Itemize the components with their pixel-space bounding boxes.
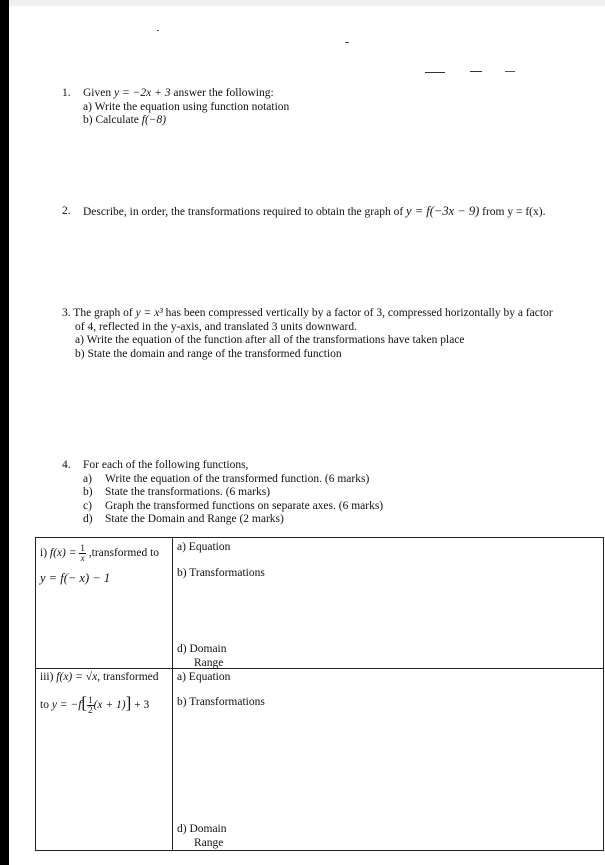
q4-item-d: d) State the Domain and Range (2 marks) — [83, 513, 284, 525]
row1-domain-label: d) Domain — [177, 643, 227, 655]
answer-table — [35, 537, 604, 851]
row1-fraction: $\frac{1}{x}$ — [80, 543, 85, 563]
q1-part-b: b) Calculate f(−8) — [83, 114, 167, 126]
row1-transformations-label: b) Transformations — [177, 567, 265, 579]
row2-function: iii) f(x) = √x, transformed — [40, 671, 159, 683]
q4-item-c: c) Graph the transformed functions on separate axes. (6 marks) — [83, 499, 384, 512]
q2-number: 2. — [62, 205, 71, 217]
q3-line4: b) State the domain and range of the transformed function — [75, 347, 342, 360]
q4-block — [83, 459, 383, 527]
row1-equation-label: a) Equation — [177, 541, 231, 553]
q1-line1: Given y = −2x + 3 answer the following: — [83, 87, 274, 99]
table-row — [36, 669, 604, 851]
left-edge-bar — [0, 0, 9, 865]
scan-speck — [157, 30, 159, 31]
q1-block — [83, 87, 289, 128]
row2-domain-label: d) Domain — [177, 823, 227, 835]
row1-function: i) f(x) = $\frac{1}{x}$ ,transformed to — [40, 543, 160, 563]
q3-block — [62, 307, 582, 361]
scan-speck — [470, 71, 482, 72]
row2-equation-label: a) Equation — [177, 671, 231, 683]
row2-range-label: Range — [194, 837, 224, 849]
q4-intro: For each of the following functions, — [83, 459, 249, 471]
scan-speck — [505, 71, 515, 72]
scan-speck — [345, 42, 349, 43]
q1-number: 1. — [62, 87, 71, 99]
row1-result: y = f(− x) − 1 — [40, 571, 111, 585]
q1-part-a: a) Write the equation using function notation — [83, 100, 290, 113]
row2-fraction: $\frac{1}{2}$ — [88, 694, 93, 715]
row1-function-cell — [36, 538, 173, 669]
table-row — [36, 538, 604, 669]
row1-answer-cell — [173, 538, 604, 669]
q2-line: Describe, in order, the transformations required to obtain the graph of y = f(−3x − 9) from y = f(x). — [83, 204, 546, 218]
q4-item-b: b) State the transformations. (6 marks) — [83, 486, 271, 498]
row2-result: to y = −f[ $\frac{1}{2}$ (x + 1)] + 3 — [40, 693, 150, 715]
q3-line2: of 4, reflected in the y-axis, and translated 3 units downward. — [75, 320, 357, 333]
row2-function-cell — [36, 669, 173, 851]
q4-item-a: a) Write the equation of the transformed function. (6 marks) — [83, 472, 370, 485]
row2-transformations-label: b) Transformations — [177, 696, 265, 708]
q3-line3: a) Write the equation of the function after all of the transformations have taken place — [75, 334, 465, 346]
q4-number: 4. — [62, 459, 71, 471]
q3-line1: 3. The graph of y = x³ has been compressed vertically by a factor of 3, compressed horizontally by a factor — [62, 307, 553, 319]
row1-range-label: Range — [194, 657, 224, 669]
row2-answer-cell — [173, 669, 604, 851]
scan-speck — [425, 72, 445, 73]
top-band — [9, 0, 605, 6]
